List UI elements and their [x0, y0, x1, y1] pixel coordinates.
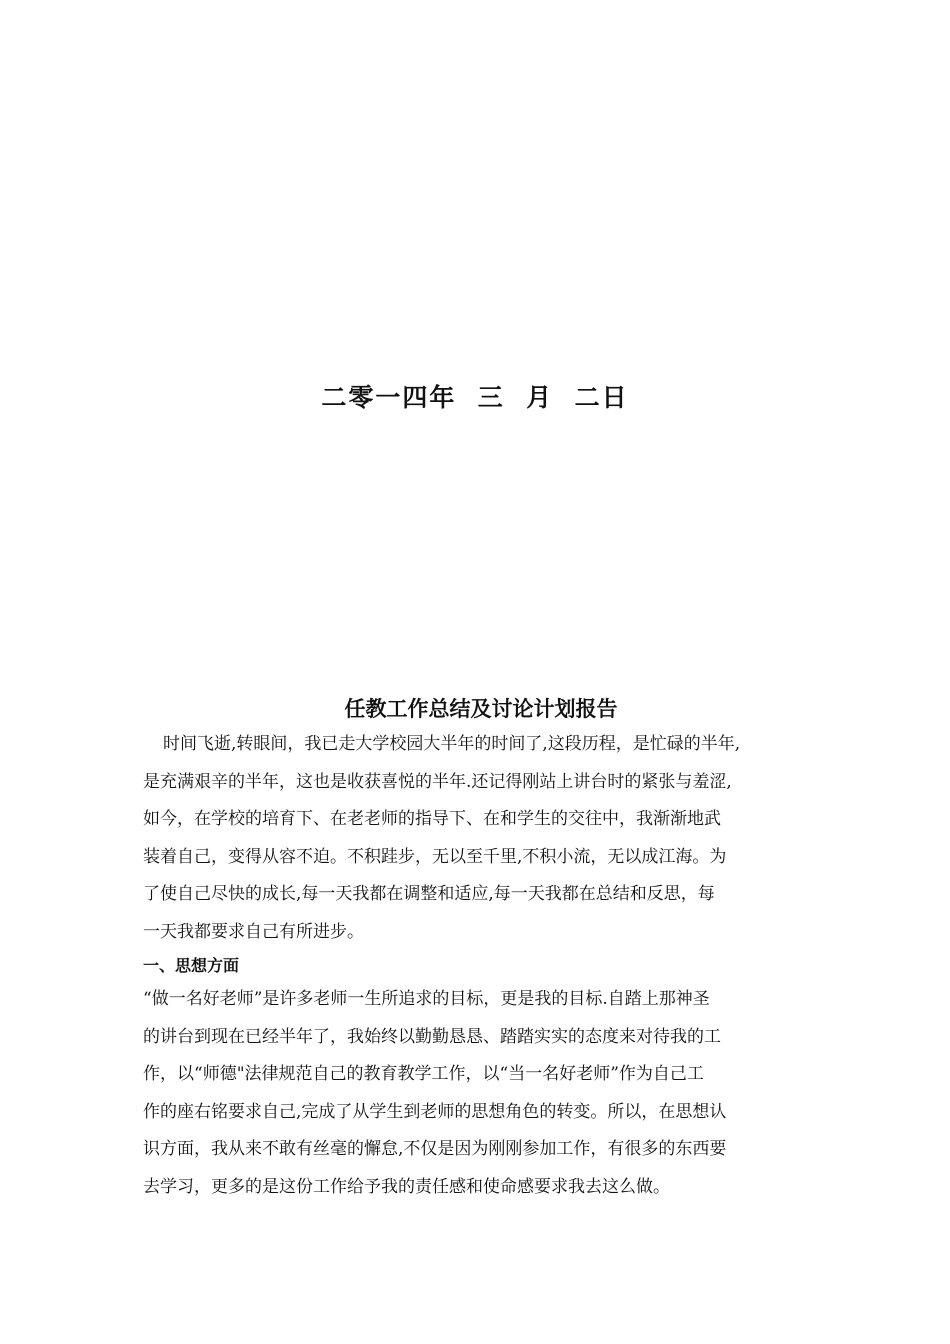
- report-title: 任教工作总结及讨论计划报告: [344, 697, 618, 721]
- thought-line: 识方面，我从来不敢有丝毫的懈怠,不仅是因为刚刚参加工作，有很多的东西要: [143, 1139, 727, 1159]
- section-heading-thought: 一、思想方面: [143, 956, 240, 975]
- cover-date: 二零一四年 三 月 二日: [321, 383, 629, 412]
- intro-line: 时间飞逝,转眼间，我已走大学校园大半年的时间了,这段历程，是忙碌的半年,: [163, 734, 741, 754]
- thought-line: 作的座右铭要求自己,完成了从学生到老师的思想角色的转变。所以，在思想认: [143, 1101, 727, 1122]
- thought-paragraph: [143, 981, 811, 1206]
- intro-line: 是充满艰辛的半年，这也是收获喜悦的半年.还记得刚站上讲台时的紧张与羞涩,: [143, 771, 732, 792]
- report-body: [143, 692, 811, 1206]
- intro-paragraph: [143, 726, 811, 951]
- intro-line: 一天我都要求自己有所进步。: [143, 921, 364, 942]
- intro-line: 装着自己，变得从容不迫。不积跬步，无以至千里,不积小流，无以成江海。为: [143, 846, 727, 867]
- thought-line: “做一名好老师”是许多老师一生所追求的目标，更是我的目标.自踏上那神圣: [143, 989, 710, 1009]
- intro-line: 了使自己尽快的成长,每一天我都在调整和适应,每一天我都在总结和反思，每: [143, 884, 715, 904]
- intro-line: 如今，在学校的培育下、在老老师的指导下、在和学生的交往中，我渐渐地武: [143, 809, 721, 829]
- thought-line: 的讲台到现在已经半年了，我始终以勤勤恳恳、踏踏实实的态度来对待我的工: [143, 1026, 721, 1047]
- thought-line: 去学习，更多的是这份工作给予我的责任感和使命感要求我去这么做。: [143, 1176, 670, 1197]
- thought-line: 作，以“师德"法律规范自己的教育教学工作，以“当一名好老师”作为自己工: [143, 1064, 704, 1084]
